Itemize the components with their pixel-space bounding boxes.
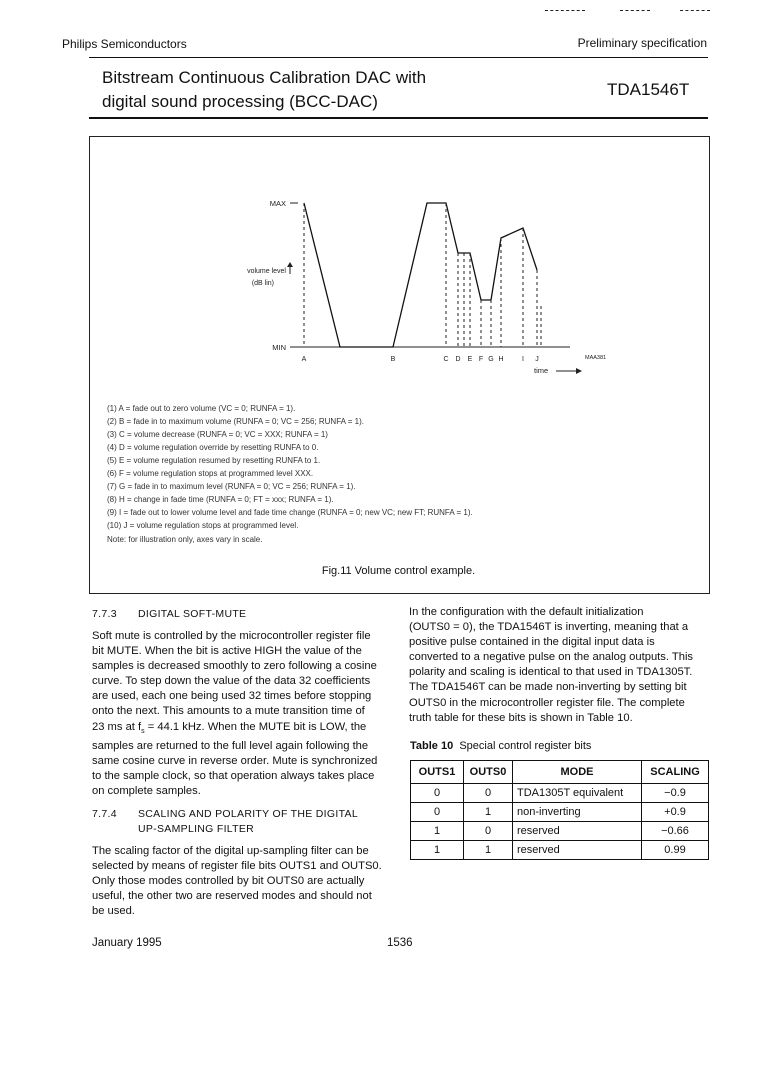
- marker-label: I: [522, 356, 524, 363]
- marker-label: G: [488, 356, 494, 363]
- text-line: OUTS0 in the microcontroller register file. The complete: [409, 696, 685, 709]
- figure-code: MAA381: [585, 355, 607, 361]
- table-row: [411, 803, 709, 822]
- doc-status: Preliminary specification: [577, 36, 707, 50]
- table-row: [411, 841, 709, 860]
- y-min-label: MIN: [272, 343, 286, 352]
- volume-curve: [304, 203, 537, 347]
- figure-caption: Fig.11 Volume control example.: [321, 565, 476, 577]
- table-cell: 1: [464, 803, 513, 822]
- control-register-table: [410, 760, 709, 860]
- text-line: samples are returned to the full level again following the: [92, 739, 369, 752]
- column-header: MODE: [513, 761, 642, 784]
- table-cell: +0.9: [642, 803, 709, 822]
- marker-label: B: [390, 356, 396, 363]
- polarity-paragraph: [409, 605, 709, 726]
- column-header: SCALING: [642, 761, 709, 784]
- text-line: selected by means of register file bits OUTS1 and OUTS0.: [92, 860, 382, 873]
- table-cell: 1: [411, 822, 464, 841]
- marker-label: D: [455, 356, 461, 363]
- y-axis-label: volume level: [247, 268, 286, 275]
- table-cell: reserved: [513, 841, 642, 860]
- figure-note: (4) D = volume regulation override by resetting RUNFA to 0.: [107, 443, 319, 452]
- figure-note: (7) G = fade in to maximum level (RUNFA = 0; VC = 256; RUNFA = 1).: [107, 482, 356, 491]
- marker-label: J: [535, 356, 539, 363]
- section-number: 7.7.3: [92, 608, 117, 620]
- table-cell: 0: [411, 803, 464, 822]
- text-line: The TDA1546T can be made non-inverting by setting bit: [409, 681, 687, 694]
- table-row: [411, 822, 709, 841]
- figure-note: (2) B = fade in to maximum volume (RUNFA = 0; VC = 256; RUNFA = 1).: [107, 417, 364, 426]
- marker-label: C: [443, 356, 449, 363]
- marker-label: E: [467, 356, 473, 363]
- table-cell: 0: [464, 784, 513, 803]
- text-line: converted to a negative pulse on the analog outputs. This: [409, 651, 694, 664]
- figure-note: (8) H = change in fade time (RUNFA = 0; FT = xxx; RUNFA = 1).: [107, 495, 334, 504]
- table-cell: TDA1305T equivalent: [513, 784, 642, 803]
- marker-label: A: [301, 356, 307, 363]
- table-cell: 0.99: [642, 841, 709, 860]
- text-line: useful, the other two are reserved modes and should not: [92, 890, 372, 903]
- figure-note: (1) A = fade out to zero volume (VC = 0; RUNFA = 1).: [107, 404, 296, 413]
- text-line: samples is decreased smoothly to zero following a cosine: [92, 660, 377, 673]
- footer-date: January 1995: [92, 937, 162, 949]
- table-caption: Table 10 Special control register bits: [410, 740, 592, 752]
- text-line: 23 ms at $f_s = 44.1$ kHz. When the MUTE bit is LOW, the: [92, 720, 367, 735]
- section-title-cont: UP-SAMPLING FILTER: [138, 823, 255, 835]
- table-cell: 0: [464, 822, 513, 841]
- section-title: DIGITAL SOFT-MUTE: [138, 608, 247, 620]
- text-line: curve. To step down the value of the data 32 coefficients: [92, 675, 371, 688]
- text-line: positive pulse contained in the digital input data is: [409, 636, 655, 649]
- text-line: polarity and scaling is identical to that used in TDA1305T.: [409, 666, 693, 679]
- table-cell: non-inverting: [513, 803, 642, 822]
- doc-title-line1: Bitstream Continuous Calibration DAC with: [102, 68, 427, 87]
- marker-label: H: [498, 356, 504, 363]
- section-title: SCALING AND POLARITY OF THE DIGITAL: [138, 808, 358, 820]
- text-line: onto the next. This amounts to a mute transition time of: [92, 705, 365, 718]
- text-line: In the configuration with the default initialization: [409, 606, 644, 618]
- text-line: are used, each one being used 32 times before stopping: [92, 690, 372, 703]
- table-cell: −0.9: [642, 784, 709, 803]
- column-header: OUTS0: [464, 761, 513, 784]
- text-line: Soft mute is controlled by the microcontroller register file: [92, 630, 371, 642]
- part-number: TDA1546T: [607, 80, 690, 99]
- figure-note: (6) F = volume regulation stops at programmed level XXX.: [107, 469, 314, 478]
- text-line: to the sample clock, so that operation always takes place: [92, 770, 375, 783]
- figure-note: (3) C = volume decrease (RUNFA = 0; VC = XXX; RUNFA = 1): [107, 430, 328, 439]
- text-line: bit MUTE. When the bit is active HIGH the value of the: [92, 645, 362, 658]
- figure-note: (10) J = volume regulation stops at programmed level.: [107, 521, 299, 530]
- y-max-label: MAX: [269, 199, 286, 208]
- table-cell: 0: [411, 784, 464, 803]
- marker-label: F: [478, 356, 484, 363]
- company-name: Philips Semiconductors: [62, 37, 187, 51]
- text-line: be used.: [92, 905, 135, 918]
- section-number: 7.7.4: [92, 808, 117, 820]
- doc-title-line2: digital sound processing (BCC-DAC): [102, 92, 378, 111]
- table-cell: 1: [411, 841, 464, 860]
- text-line: on complete samples.: [92, 785, 201, 798]
- soft-mute-paragraph: [92, 629, 392, 799]
- text-line: truth table for these bits is shown in Table 10.: [409, 711, 633, 724]
- text-line: same cosine curve in reverse order. Mute is synchronized: [92, 754, 378, 767]
- page-number: 1536: [387, 937, 413, 949]
- figure-note: Note: for illustration only, axes vary in scale.: [107, 535, 263, 544]
- y-axis-unit: (dB lin): [251, 280, 274, 287]
- column-header: OUTS1: [411, 761, 464, 784]
- figure-note: (5) E = volume regulation resumed by resetting RUNFA to 1.: [107, 456, 321, 465]
- table-row: [411, 784, 709, 803]
- scaling-paragraph: [92, 844, 392, 919]
- figure-note: (9) I = fade out to lower volume level and fade time change (RUNFA = 0; new VC; new FT; RUNFA = 1).: [107, 508, 473, 517]
- text-line: Only those modes controlled by bit OUTS0 are actually: [92, 875, 365, 888]
- x-axis-label: time: [534, 366, 549, 375]
- table-header-row: [411, 761, 709, 784]
- table-cell: −0.66: [642, 822, 709, 841]
- text-line: The scaling factor of the digital up-sampling filter can be: [92, 845, 369, 857]
- table-cell: 1: [464, 841, 513, 860]
- table-cell: reserved: [513, 822, 642, 841]
- text-line: (OUTS0 = 0), the TDA1546T is inverting, meaning that a: [409, 621, 689, 634]
